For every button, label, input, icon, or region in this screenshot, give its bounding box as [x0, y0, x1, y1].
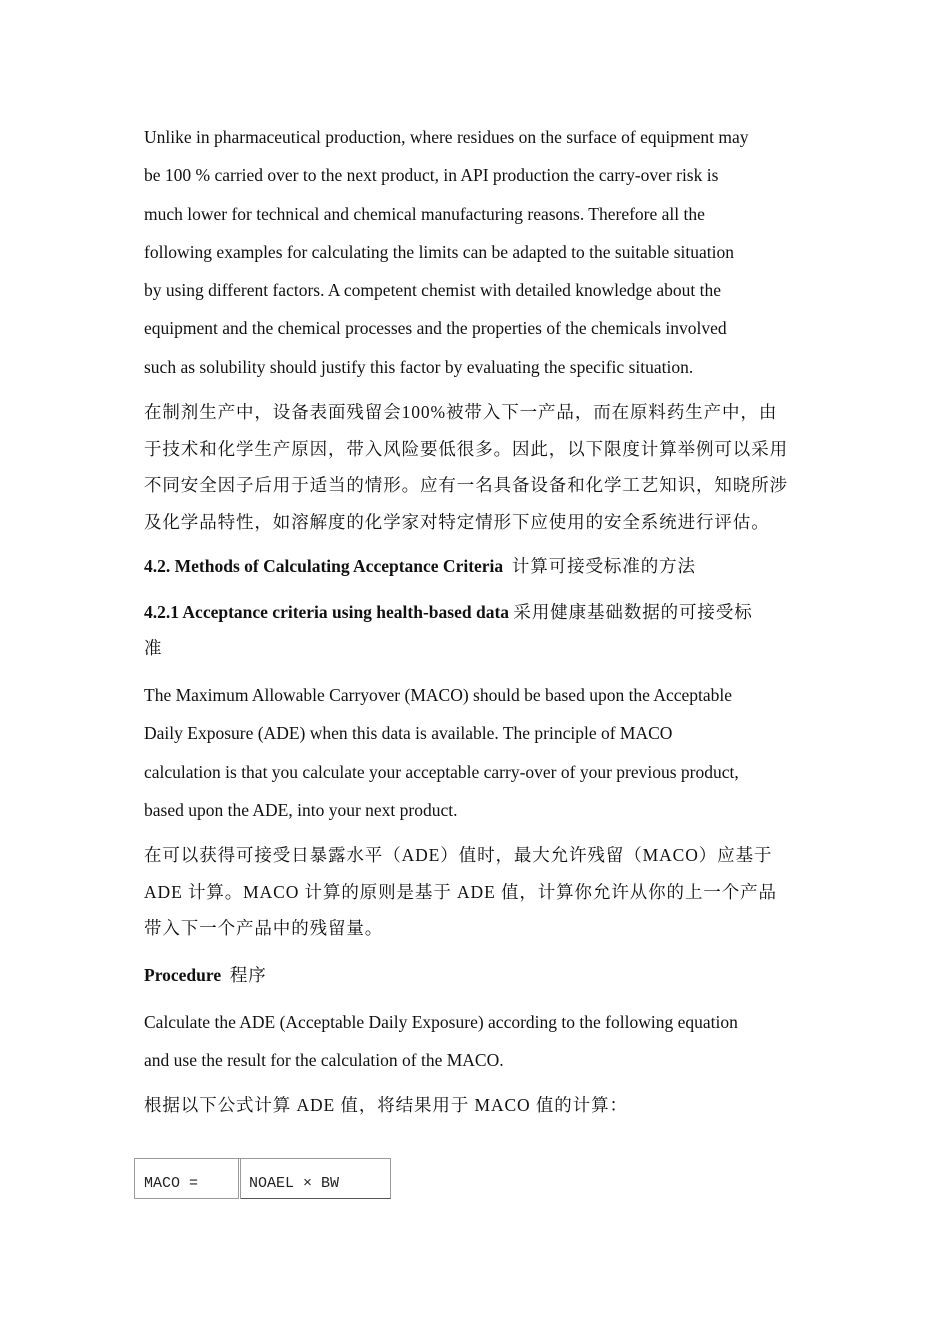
text-line: based upon the ADE, into your next product.	[144, 799, 458, 820]
text-line: 不同安全因子后用于适当的情形。应有一名具备设备和化学工艺知识，知晓所涉	[144, 475, 788, 496]
heading-zh-cont: 准	[144, 638, 163, 659]
text-line: be 100 % carried over to the next product, in API production the carry-over risk is	[144, 165, 719, 186]
paragraph-intro-zh	[144, 394, 816, 540]
heading-zh: 计算可接受标准的方法	[511, 556, 696, 577]
heading-zh: 程序	[229, 964, 267, 985]
text-line: Calculate the ADE (Acceptable Daily Exposure) according to the following equation	[144, 1011, 738, 1032]
text-line: 及化学品特性，如溶解度的化学家对特定情形下应使用的安全系统进行评估。	[144, 511, 770, 532]
paragraph-procedure-zh	[144, 1087, 816, 1124]
maco-formula-table	[134, 1158, 391, 1199]
heading-en: 4.2.1 Acceptance criteria using health-based data	[144, 602, 510, 623]
paragraph-procedure-en	[144, 1003, 816, 1080]
text-line: calculation is that you calculate your acceptable carry-over of your previous product,	[144, 761, 739, 782]
paragraph-maco-zh	[144, 837, 816, 947]
text-line: Daily Exposure (ADE) when this data is available. The principle of MACO	[144, 723, 673, 744]
heading-en: 4.2. Methods of Calculating Acceptance Criteria	[144, 556, 504, 577]
heading-zh: 采用健康基础数据的可接受标	[513, 602, 753, 623]
procedure-heading	[144, 957, 816, 993]
section-heading-4-2	[144, 548, 816, 584]
text-line: and use the result for the calculation of the MACO.	[144, 1050, 504, 1071]
text-line: 在制剂生产中，设备表面残留会100%被带入下一产品，而在原料药生产中，由	[144, 402, 778, 423]
text-line: much lower for technical and chemical manufacturing reasons. Therefore all the	[144, 203, 705, 224]
text-line: The Maximum Allowable Carryover (MACO) should be based upon the Acceptable	[144, 685, 733, 706]
text-line: Unlike in pharmaceutical production, where residues on the surface of equipment may	[144, 127, 749, 147]
text-line: such as solubility should justify this factor by evaluating the specific situation.	[144, 356, 694, 377]
paragraph-intro-en	[144, 118, 816, 386]
heading-en: Procedure	[144, 964, 222, 985]
text-line: 在可以获得可接受日暴露水平（ADE）值时，最大允许残留（MACO）应基于	[144, 845, 773, 866]
text-line: following examples for calculating the limits can be adapted to the suitable situation	[144, 241, 734, 262]
document-body	[144, 118, 816, 1124]
text-line: equipment and the chemical processes and the properties of the chemicals involved	[144, 318, 727, 339]
section-heading-4-2-1	[144, 594, 816, 666]
text-line: 于技术和化学生产原因，带入风险要低很多。因此，以下限度计算举例可以采用	[144, 438, 788, 459]
text-line: 根据以下公式计算 ADE 值，将结果用于 MACO 值的计算：	[144, 1095, 628, 1116]
paragraph-maco-en	[144, 676, 816, 829]
text-line: by using different factors. A competent chemist with detailed knowledge about the	[144, 280, 722, 301]
text-line: ADE 计算。MACO 计算的原则是基于 ADE 值，计算你允许从你的上一个产品	[144, 881, 777, 902]
text-line: 带入下一个产品中的残留量。	[144, 918, 384, 939]
formula-left-cell: MACO =	[134, 1158, 238, 1199]
formula-numerator-cell: NOAEL × BW	[241, 1158, 391, 1199]
